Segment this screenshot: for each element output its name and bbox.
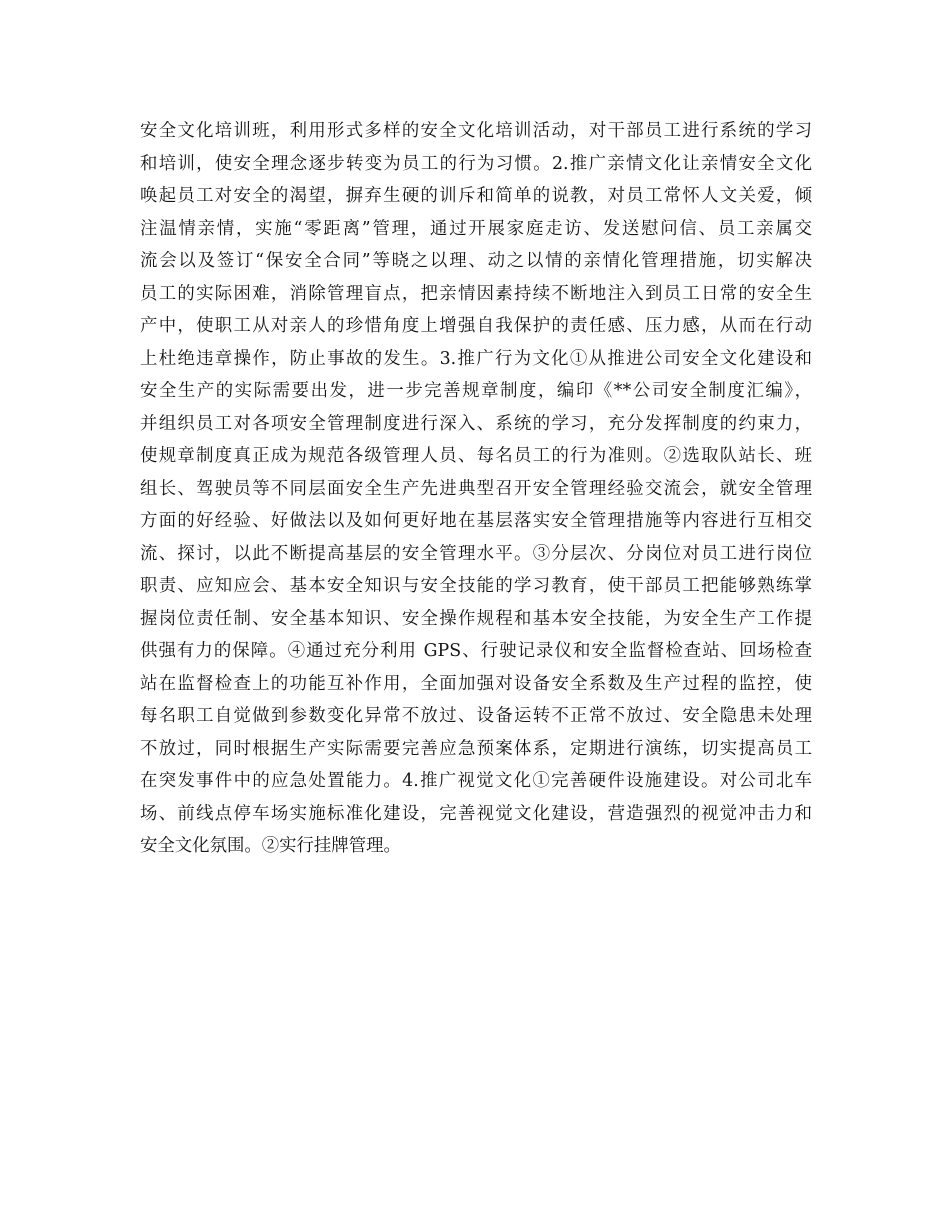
text-line: 职责、应知应会、基本安全知识与安全技能的学习教育，使干部员工把能够熟练掌: [140, 576, 812, 596]
text-line: 流、探讨，以此不断提高基层的安全管理水平。③分层次、分岗位对员工进行岗位: [140, 543, 812, 564]
text-line-final: 安全文化氛围。②实行挂牌管理。: [140, 836, 401, 856]
text-line: 不放过，同时根据生产实际需要完善应急预案体系，定期进行演练，切实提高员工: [140, 738, 812, 759]
text-line: 使规章制度真正成为规范各级管理人员、每名员工的行为准则。②选取队站长、班: [140, 446, 812, 466]
text-line: 上杜绝违章操作，防止事故的发生。3.推广行为文化①从推进公司安全文化建设和: [140, 348, 812, 369]
text-line: 并组织员工对各项安全管理制度进行深入、系统的学习，充分发挥制度的约束力，: [140, 413, 812, 434]
text-line: 产中，使职工从对亲人的珍惜角度上增强自我保护的责任感、压力感，从而在行动: [140, 316, 812, 336]
text-line: 站在监督检查上的功能互补作用，全面加强对设备安全系数及生产过程的监控，使: [140, 673, 812, 694]
text-line: 在突发事件中的应急处置能力。4.推广视觉文化①完善硬件设施建设。对公司北车: [140, 771, 812, 791]
text-line: 组长、驾驶员等不同层面安全生产先进典型召开安全管理经验交流会，就安全管理: [140, 478, 812, 499]
text-line: 方面的好经验、好做法以及如何更好地在基层落实安全管理措施等内容进行互相交: [140, 511, 812, 531]
text-line: 安全文化培训班，利用形式多样的安全文化培训活动，对干部员工进行系统的学习: [140, 121, 812, 141]
text-line: 每名职工自觉做到参数变化异常不放过、设备运转不正常不放过、安全隐患未处理: [140, 706, 812, 726]
text-line: 供强有力的保障。④通过充分利用 GPS、行驶记录仪和安全监督检查站、回场检查: [140, 641, 812, 661]
text-line: 握岗位责任制、安全基本知识、安全操作规程和基本安全技能，为安全生产工作提: [140, 608, 812, 629]
text-line: 注温情亲情，实施“零距离”管理，通过开展家庭走访、发送慰问信、员工亲属交: [140, 218, 812, 239]
text-line: 和培训，使安全理念逐步转变为员工的行为习惯。2.推广亲情文化让亲情安全文化: [140, 153, 812, 174]
text-line: 唤起员工对安全的渴望，摒弃生硬的训斥和简单的说教，对员工常怀人文关爱，倾: [140, 186, 812, 206]
body-text: [140, 115, 812, 863]
text-line: 场、前线点停车场实施标准化建设，完善视觉文化建设，营造强烈的视觉冲击力和: [140, 803, 812, 824]
text-line: 员工的实际困难，消除管理盲点，把亲情因素持续不断地注入到员工日常的安全生: [140, 283, 812, 304]
text-line: 安全生产的实际需要出发，进一步完善规章制度，编印《**公司安全制度汇编》，: [140, 381, 812, 401]
text-line: 流会以及签订“保安全合同”等晓之以理、动之以情的亲情化管理措施，切实解决: [140, 251, 812, 271]
